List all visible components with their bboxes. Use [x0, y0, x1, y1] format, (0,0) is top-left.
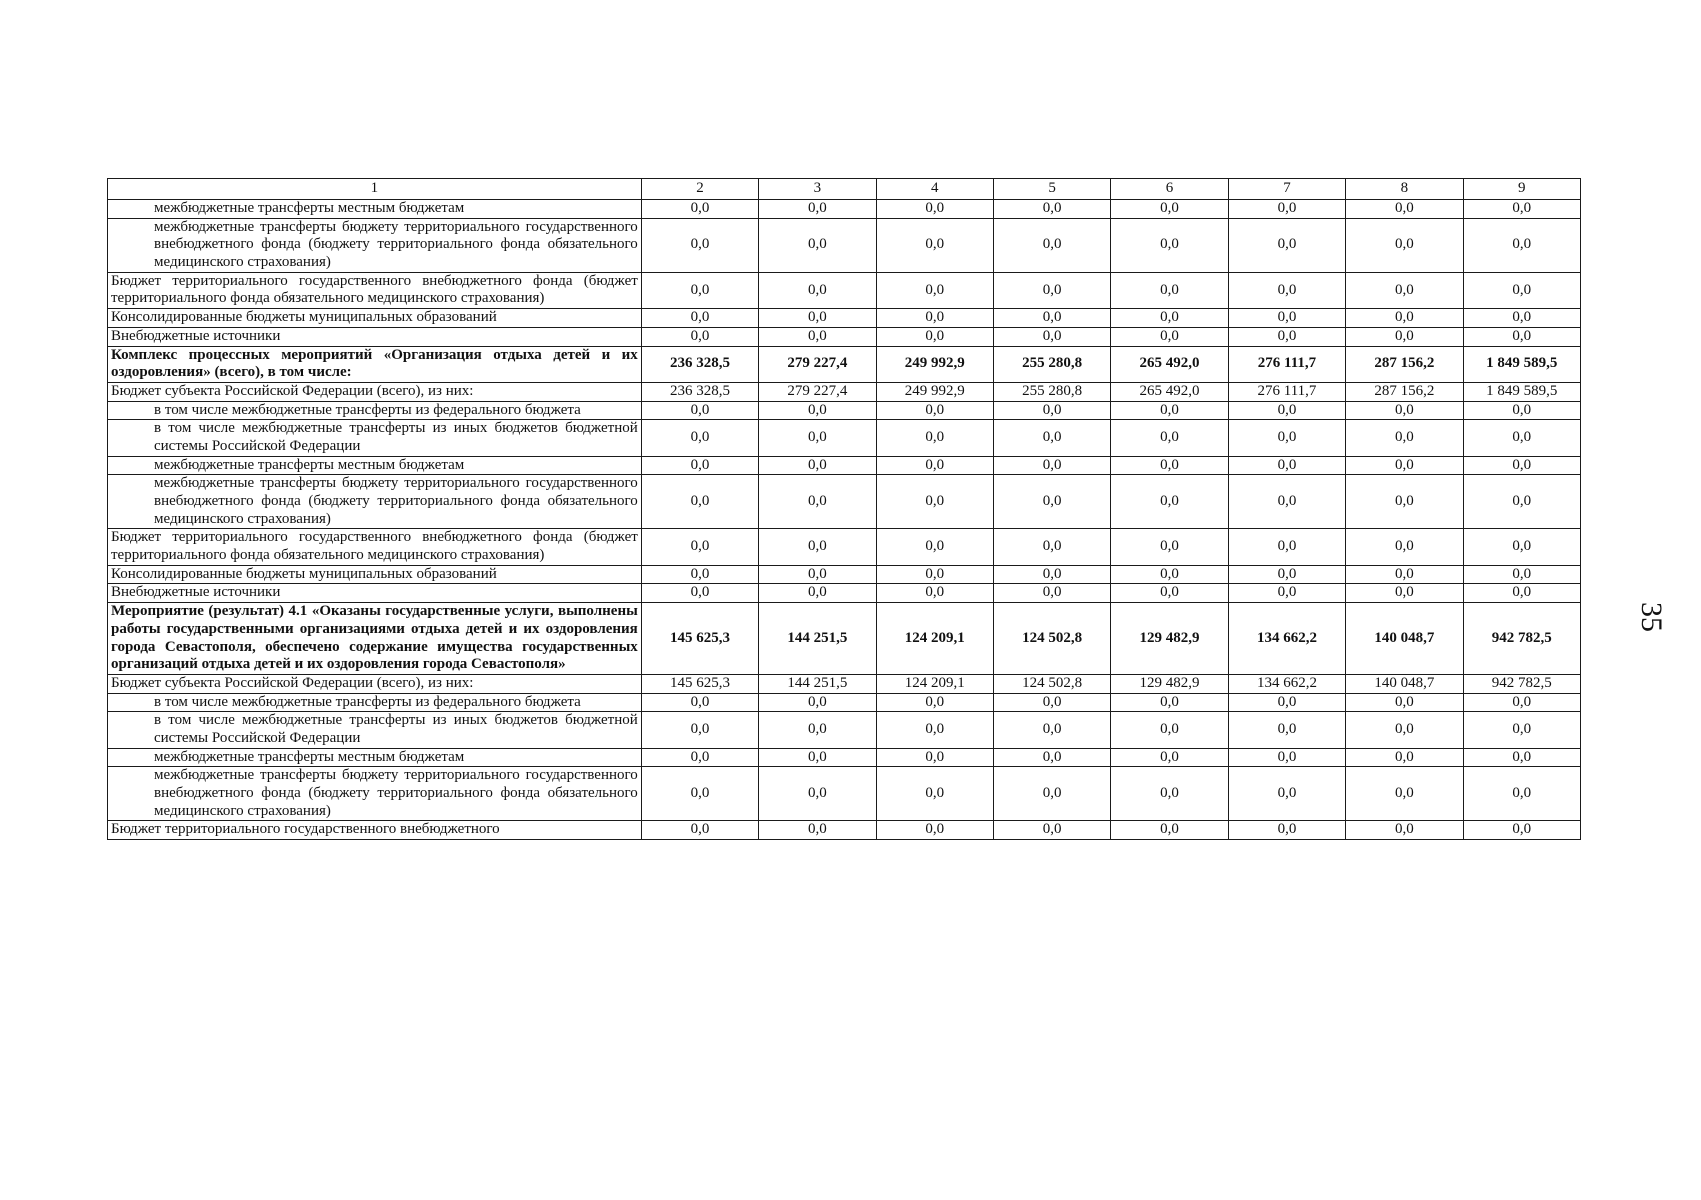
table-row: [108, 584, 1581, 603]
value-cell: 0,0: [1111, 584, 1228, 603]
table-row: [108, 767, 1581, 821]
value-cell: 0,0: [759, 401, 876, 420]
value-cell: 0,0: [993, 401, 1110, 420]
row-label: межбюджетные трансферты бюджету территориального государственного внебюджетного фонда (бюджету территориального фонда обязательного медицинского страхования): [108, 218, 642, 272]
column-header: 8: [1346, 179, 1463, 200]
value-cell: 0,0: [876, 821, 993, 840]
value-cell: 0,0: [1111, 200, 1228, 219]
table-row: [108, 327, 1581, 346]
value-cell: 0,0: [641, 821, 758, 840]
row-label: Бюджет субъекта Российской Федерации (всего), из них:: [108, 674, 642, 693]
value-cell: 0,0: [641, 420, 758, 456]
value-cell: 0,0: [641, 309, 758, 328]
value-cell: 0,0: [1228, 565, 1345, 584]
value-cell: 0,0: [1228, 272, 1345, 308]
value-cell: 0,0: [993, 200, 1110, 219]
value-cell: 0,0: [1346, 529, 1463, 565]
value-cell: 0,0: [1463, 821, 1580, 840]
row-label: в том числе межбюджетные трансферты из федерального бюджета: [108, 401, 642, 420]
value-cell: 0,0: [641, 712, 758, 748]
value-cell: 0,0: [641, 327, 758, 346]
value-cell: 0,0: [1346, 327, 1463, 346]
value-cell: 0,0: [993, 767, 1110, 821]
value-cell: 0,0: [1111, 401, 1228, 420]
value-cell: 0,0: [1228, 712, 1345, 748]
value-cell: 0,0: [876, 767, 993, 821]
row-label: Внебюджетные источники: [108, 327, 642, 346]
column-header: 1: [108, 179, 642, 200]
value-cell: 0,0: [1463, 565, 1580, 584]
value-cell: 236 328,5: [641, 346, 758, 382]
value-cell: 0,0: [876, 218, 993, 272]
value-cell: 145 625,3: [641, 674, 758, 693]
value-cell: 129 482,9: [1111, 603, 1228, 675]
value-cell: 0,0: [876, 529, 993, 565]
value-cell: 0,0: [641, 767, 758, 821]
value-cell: 0,0: [876, 693, 993, 712]
value-cell: 0,0: [1228, 327, 1345, 346]
value-cell: 0,0: [1111, 693, 1228, 712]
value-cell: 0,0: [641, 401, 758, 420]
table-row: [108, 218, 1581, 272]
column-header: 3: [759, 179, 876, 200]
value-cell: 0,0: [1463, 218, 1580, 272]
column-header: 6: [1111, 179, 1228, 200]
value-cell: 287 156,2: [1346, 382, 1463, 401]
value-cell: 0,0: [1111, 420, 1228, 456]
value-cell: 0,0: [1111, 748, 1228, 767]
row-label: Консолидированные бюджеты муниципальных образований: [108, 565, 642, 584]
value-cell: 0,0: [1346, 767, 1463, 821]
value-cell: 0,0: [876, 401, 993, 420]
value-cell: 0,0: [1111, 565, 1228, 584]
value-cell: 0,0: [1228, 693, 1345, 712]
column-header: 9: [1463, 179, 1580, 200]
table-row: [108, 712, 1581, 748]
value-cell: 0,0: [759, 821, 876, 840]
value-cell: 0,0: [1346, 821, 1463, 840]
value-cell: 1 849 589,5: [1463, 346, 1580, 382]
value-cell: 0,0: [759, 693, 876, 712]
budget-table: [107, 178, 1581, 840]
value-cell: 0,0: [1463, 401, 1580, 420]
row-label: Консолидированные бюджеты муниципальных образований: [108, 309, 642, 328]
value-cell: 0,0: [1346, 565, 1463, 584]
value-cell: 0,0: [1346, 712, 1463, 748]
value-cell: 0,0: [1111, 767, 1228, 821]
value-cell: 255 280,8: [993, 382, 1110, 401]
value-cell: 124 209,1: [876, 603, 993, 675]
value-cell: 0,0: [1463, 712, 1580, 748]
value-cell: 0,0: [759, 584, 876, 603]
value-cell: 0,0: [1463, 475, 1580, 529]
value-cell: 0,0: [641, 272, 758, 308]
table-row: [108, 674, 1581, 693]
value-cell: 0,0: [1463, 327, 1580, 346]
value-cell: 0,0: [641, 456, 758, 475]
table-row: [108, 456, 1581, 475]
value-cell: 0,0: [759, 475, 876, 529]
value-cell: 0,0: [1228, 584, 1345, 603]
value-cell: 0,0: [759, 218, 876, 272]
table-header-row: [108, 179, 1581, 200]
value-cell: 0,0: [1228, 748, 1345, 767]
value-cell: 0,0: [1463, 309, 1580, 328]
value-cell: 0,0: [1463, 767, 1580, 821]
row-label: Бюджет субъекта Российской Федерации (всего), из них:: [108, 382, 642, 401]
value-cell: 0,0: [1228, 420, 1345, 456]
row-label: Мероприятие (результат) 4.1 «Оказаны государственные услуги, выполнены работы государственными организациями отдыха детей и их оздоровления города Севастополя, обеспечено содержание имущества государственных организаций отдыха детей и их оздоровления города Севастополя»: [108, 603, 642, 675]
column-header: 7: [1228, 179, 1345, 200]
table-row: [108, 475, 1581, 529]
value-cell: 265 492,0: [1111, 346, 1228, 382]
value-cell: 265 492,0: [1111, 382, 1228, 401]
value-cell: 0,0: [1228, 475, 1345, 529]
value-cell: 0,0: [759, 767, 876, 821]
row-label: межбюджетные трансферты бюджету территориального государственного внебюджетного фонда (бюджету территориального фонда обязательного медицинского страхования): [108, 475, 642, 529]
value-cell: 0,0: [1228, 821, 1345, 840]
value-cell: 0,0: [759, 200, 876, 219]
value-cell: 144 251,5: [759, 603, 876, 675]
value-cell: 0,0: [641, 218, 758, 272]
value-cell: 0,0: [641, 693, 758, 712]
value-cell: 0,0: [993, 272, 1110, 308]
value-cell: 0,0: [1463, 748, 1580, 767]
row-label: Комплекс процессных мероприятий «Организация отдыха детей и их оздоровления» (всего), в том числе:: [108, 346, 642, 382]
value-cell: 0,0: [759, 565, 876, 584]
value-cell: 0,0: [993, 529, 1110, 565]
row-label: межбюджетные трансферты местным бюджетам: [108, 748, 642, 767]
value-cell: 0,0: [1111, 475, 1228, 529]
value-cell: 0,0: [993, 475, 1110, 529]
value-cell: 0,0: [993, 748, 1110, 767]
value-cell: 0,0: [1228, 401, 1345, 420]
value-cell: 0,0: [1346, 272, 1463, 308]
row-label: в том числе межбюджетные трансферты из федерального бюджета: [108, 693, 642, 712]
table-row: [108, 565, 1581, 584]
row-label: Бюджет территориального государственного внебюджетного: [108, 821, 642, 840]
value-cell: 0,0: [876, 200, 993, 219]
value-cell: 0,0: [1463, 272, 1580, 308]
value-cell: 249 992,9: [876, 382, 993, 401]
value-cell: 0,0: [876, 584, 993, 603]
value-cell: 0,0: [1463, 584, 1580, 603]
table-row: [108, 200, 1581, 219]
value-cell: 124 502,8: [993, 603, 1110, 675]
value-cell: 0,0: [759, 309, 876, 328]
value-cell: 0,0: [993, 821, 1110, 840]
value-cell: 0,0: [993, 327, 1110, 346]
value-cell: 236 328,5: [641, 382, 758, 401]
table-row: [108, 603, 1581, 675]
value-cell: 0,0: [876, 565, 993, 584]
value-cell: 276 111,7: [1228, 382, 1345, 401]
value-cell: 0,0: [1346, 200, 1463, 219]
value-cell: 249 992,9: [876, 346, 993, 382]
value-cell: 0,0: [993, 693, 1110, 712]
value-cell: 144 251,5: [759, 674, 876, 693]
value-cell: 0,0: [1111, 218, 1228, 272]
value-cell: 0,0: [1346, 456, 1463, 475]
value-cell: 0,0: [1111, 327, 1228, 346]
table-row: [108, 382, 1581, 401]
value-cell: 287 156,2: [1346, 346, 1463, 382]
budget-table-container: [107, 178, 1581, 840]
value-cell: 0,0: [876, 456, 993, 475]
column-header: 5: [993, 179, 1110, 200]
value-cell: 0,0: [1111, 821, 1228, 840]
value-cell: 0,0: [641, 748, 758, 767]
value-cell: 0,0: [876, 420, 993, 456]
row-label: в том числе межбюджетные трансферты из иных бюджетов бюджетной системы Российской Федерации: [108, 420, 642, 456]
value-cell: 0,0: [993, 420, 1110, 456]
value-cell: 0,0: [1346, 420, 1463, 456]
value-cell: 0,0: [1463, 693, 1580, 712]
value-cell: 0,0: [759, 456, 876, 475]
value-cell: 0,0: [759, 327, 876, 346]
value-cell: 0,0: [1346, 309, 1463, 328]
value-cell: 0,0: [876, 272, 993, 308]
value-cell: 0,0: [993, 218, 1110, 272]
row-label: межбюджетные трансферты бюджету территориального государственного внебюджетного фонда (бюджету территориального фонда обязательного медицинского страхования): [108, 767, 642, 821]
column-header: 4: [876, 179, 993, 200]
value-cell: 140 048,7: [1346, 603, 1463, 675]
table-row: [108, 420, 1581, 456]
table-row: [108, 748, 1581, 767]
value-cell: 0,0: [759, 272, 876, 308]
value-cell: 0,0: [993, 309, 1110, 328]
value-cell: 0,0: [993, 565, 1110, 584]
value-cell: 0,0: [1228, 767, 1345, 821]
value-cell: 0,0: [1346, 584, 1463, 603]
value-cell: 942 782,5: [1463, 674, 1580, 693]
value-cell: 0,0: [1463, 529, 1580, 565]
value-cell: 140 048,7: [1346, 674, 1463, 693]
value-cell: 0,0: [641, 200, 758, 219]
value-cell: 0,0: [1228, 456, 1345, 475]
table-row: [108, 529, 1581, 565]
row-label: в том числе межбюджетные трансферты из иных бюджетов бюджетной системы Российской Федерации: [108, 712, 642, 748]
table-row: [108, 401, 1581, 420]
value-cell: 0,0: [1346, 475, 1463, 529]
value-cell: 0,0: [876, 748, 993, 767]
value-cell: 0,0: [641, 565, 758, 584]
value-cell: 124 502,8: [993, 674, 1110, 693]
row-label: межбюджетные трансферты местным бюджетам: [108, 456, 642, 475]
value-cell: 0,0: [1346, 748, 1463, 767]
value-cell: 0,0: [1463, 420, 1580, 456]
table-row: [108, 272, 1581, 308]
value-cell: 0,0: [641, 475, 758, 529]
value-cell: 145 625,3: [641, 603, 758, 675]
value-cell: 0,0: [876, 327, 993, 346]
value-cell: 0,0: [1463, 200, 1580, 219]
value-cell: 0,0: [759, 712, 876, 748]
value-cell: 0,0: [1228, 200, 1345, 219]
value-cell: 0,0: [876, 475, 993, 529]
value-cell: 942 782,5: [1463, 603, 1580, 675]
row-label: Внебюджетные источники: [108, 584, 642, 603]
value-cell: 0,0: [1228, 309, 1345, 328]
value-cell: 1 849 589,5: [1463, 382, 1580, 401]
value-cell: 0,0: [1111, 712, 1228, 748]
value-cell: 0,0: [1111, 529, 1228, 565]
table-row: [108, 821, 1581, 840]
value-cell: 0,0: [1228, 218, 1345, 272]
value-cell: 0,0: [641, 529, 758, 565]
table-row: [108, 693, 1581, 712]
row-label: Бюджет территориального государственного внебюджетного фонда (бюджет территориального фонда обязательного медицинского страхования): [108, 272, 642, 308]
value-cell: 0,0: [759, 420, 876, 456]
value-cell: 0,0: [1463, 456, 1580, 475]
value-cell: 0,0: [993, 712, 1110, 748]
value-cell: 0,0: [759, 529, 876, 565]
table-row: [108, 309, 1581, 328]
value-cell: 0,0: [876, 712, 993, 748]
value-cell: 0,0: [993, 584, 1110, 603]
value-cell: 0,0: [641, 584, 758, 603]
value-cell: 0,0: [993, 456, 1110, 475]
value-cell: 0,0: [1346, 693, 1463, 712]
table-body: [108, 200, 1581, 840]
value-cell: 134 662,2: [1228, 674, 1345, 693]
value-cell: 276 111,7: [1228, 346, 1345, 382]
value-cell: 124 209,1: [876, 674, 993, 693]
column-header: 2: [641, 179, 758, 200]
row-label: Бюджет территориального государственного внебюджетного фонда (бюджет территориального фонда обязательного медицинского страхования): [108, 529, 642, 565]
value-cell: 0,0: [1228, 529, 1345, 565]
value-cell: 0,0: [1111, 309, 1228, 328]
value-cell: 279 227,4: [759, 382, 876, 401]
value-cell: 0,0: [876, 309, 993, 328]
value-cell: 0,0: [1346, 218, 1463, 272]
table-row: [108, 346, 1581, 382]
value-cell: 0,0: [1111, 456, 1228, 475]
value-cell: 0,0: [1111, 272, 1228, 308]
value-cell: 255 280,8: [993, 346, 1110, 382]
value-cell: 129 482,9: [1111, 674, 1228, 693]
page-number: 35: [1635, 602, 1668, 632]
row-label: межбюджетные трансферты местным бюджетам: [108, 200, 642, 219]
value-cell: 279 227,4: [759, 346, 876, 382]
value-cell: 0,0: [1346, 401, 1463, 420]
value-cell: 134 662,2: [1228, 603, 1345, 675]
value-cell: 0,0: [759, 748, 876, 767]
